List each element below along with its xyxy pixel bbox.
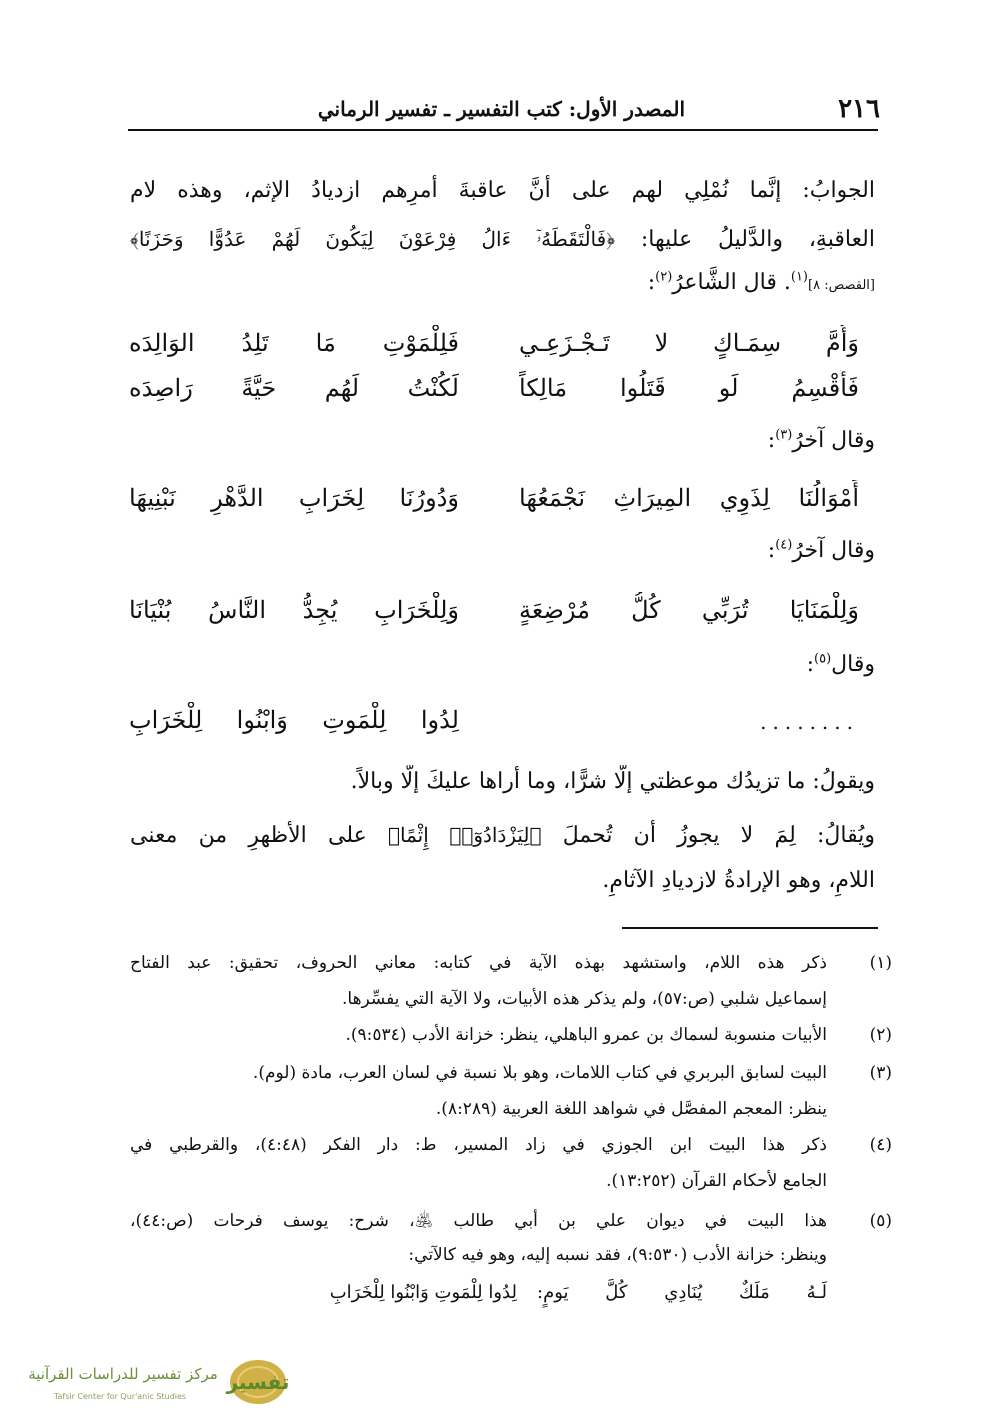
footnote-number: (٤) (869, 1135, 892, 1155)
body-text: العاقبةِ، والدَّليلُ عليها: (640, 227, 875, 252)
body-line (130, 266, 875, 303)
verse-hemistich: فَأَقْسِمُ لَو قَتَلُوا مَالِكاً (519, 374, 859, 402)
logo-word: تفسير (226, 1370, 290, 1394)
verse-hemistich: وَأُمَّ سِمَـاكٍ لا تَـجْـزَعِـي (519, 329, 859, 357)
body-text: وقال (831, 652, 875, 677)
footnote-line: ذكر هذه اللام، واستشهد بهذه الآية في كتابه: معاني الحروف، تحقيق: عبد الفتاح (130, 953, 827, 973)
footnote-line: إسماعيل شلبي (ص:٥٧)، ولم يذكر هذه الأبيات، ولا الآية التي يفسِّرها. (341, 989, 827, 1009)
poet-intro: وقال$^{(٥)}$: (806, 651, 875, 677)
body-text: وقال آخرُ (792, 538, 875, 563)
logo-emblem (8, 1357, 298, 1407)
header-rule (128, 129, 878, 131)
body-text: ويُقالُ: لِمَ لا يجوزُ أن تُحملَ (562, 823, 875, 848)
body-line: الجوابُ: إنَّما نُمْلِي لهم على أنَّ عاقبةَ أمرِهم ازديادُ الإثم، وهذه لام (130, 178, 875, 203)
body-line-with-quran (130, 222, 875, 257)
page-number: ٢١٦ (838, 94, 880, 124)
footnote-mark: (٢) (655, 269, 673, 285)
footnote-mark: (٣) (775, 427, 793, 443)
body-text: على الأظهرِ من معنى (130, 823, 367, 848)
quran-quote: ﴿فَالْتَقَطَهُۥٓ ءَالُ فِرْعَوْنَ لِيَكُونَ لَهُمْ عَدُوًّا وَحَزَنًا﴾ (130, 227, 616, 251)
verse-hemistich: فَلِلْمَوْتِ مَا تَلِدُ الوَالِدَه (129, 329, 459, 357)
verse-hemistich: أَمْوَالُنَا لِذَوِي المِيرَاثِ نَجْمَعُهَا (519, 484, 859, 512)
footnote-mark: (١) (790, 269, 808, 285)
body-line: ويقولُ: ما تزيدُك موعظتي إلَّا شرًّا، وما أراها عليكَ إلَّا وبالاً. (350, 769, 875, 794)
poet-intro: وقال آخرُ$^{(٣)}$: (767, 427, 875, 453)
footnote-line: ينظر: المعجم المفصَّل في شواهد اللغة العربية (٨:٢٨٩). (435, 1099, 827, 1119)
verse-hemistich: لَكُنْتُ لَهُم حَيَّةً رَاصِدَه (129, 374, 459, 402)
colon: : (647, 270, 656, 295)
footnote-verse-hemistich: لِدُوا لِلْمَوتِ وَابْنُوا لِلْخَرَابِ (329, 1282, 517, 1303)
footnote-line: هذا البيت في ديوان علي بن أبي طالب ﵁، شرح: يوسف فرحات (ص:٤٤)، (130, 1211, 827, 1231)
quran-quote: ﴿لِيَزْدَادُوٓا۟ إِثْمًا﴾ (387, 823, 542, 847)
footnote-line: وينظر: خزانة الأدب (٩:٥٣٠)، فقد نسبه إليه، وهو فيه كالآتي: (408, 1245, 827, 1265)
footnote-line: الأبيات منسوبة لسماك بن عمرو الباهلي، ينظر: خزانة الأدب (٩:٥٣٤). (345, 1025, 827, 1045)
verse-hemistich: لِدُوا لِلْمَوتِ وَابْنُوا لِلْخَرَابِ (129, 706, 459, 734)
verse-hemistich: وَلِلْمَنَايَا تُرَبِّي كُلُّ مُرْضِعَةٍ (519, 596, 859, 624)
footnote-mark: (٥) (814, 651, 832, 667)
footnote-number: (٣) (869, 1063, 892, 1083)
running-title: المصدر الأول: كتب التفسير ـ تفسير الرماني (317, 97, 685, 121)
logo-arabic-name: مركز تفسير للدراسات القرآنية (28, 1365, 218, 1383)
tafsir-center-logo (8, 1357, 298, 1407)
poet-intro: وقال آخرُ$^{(٤)}$: (767, 537, 875, 563)
body-text: . قال الشَّاعرُ (672, 270, 791, 295)
footnote-line: ذكر هذا البيت ابن الجوزي في زاد المسير، ط: دار الفكر (٤:٤٨)، والقرطبي في (130, 1135, 827, 1155)
footnote-line: الجامع لأحكام القرآن (١٣:٢٥٢). (606, 1171, 827, 1191)
body-text: وقال آخرُ (792, 428, 875, 453)
footnote-rule (622, 927, 878, 929)
logo-latin-name: Tafsir Center for Qur'anic Studies (53, 1392, 187, 1401)
verse-hemistich: وَدُورُنَا لِخَرَابِ الدَّهْرِ نَبْنِيهَا (129, 484, 459, 512)
footnote-number: (١) (869, 953, 892, 973)
footnote-number: (٥) (869, 1211, 892, 1231)
body-line: اللامِ، وهو الإرادةُ لازديادِ الآثامِ. (602, 868, 875, 893)
footnote-mark: (٤) (775, 537, 793, 553)
verse-ellipsis: ........ (760, 710, 859, 734)
surah-reference: [القصص: ٨] (808, 278, 875, 293)
footnote-number: (٢) (869, 1025, 892, 1045)
footnote-line: البيت لسابق البربري في كتاب اللامات، وهو بلا نسبة في لسان العرب، مادة (لوم). (252, 1063, 827, 1083)
body-line-with-quran (130, 818, 875, 853)
verse-hemistich: وَلِلْخَرَابِ يُجِدُّ النَّاسُ بُنْيَانَا (129, 596, 459, 624)
footnote-verse-hemistich: لَـهُ مَلَكٌ يُنَادِي كُلَّ يَومٍ: (537, 1282, 827, 1303)
